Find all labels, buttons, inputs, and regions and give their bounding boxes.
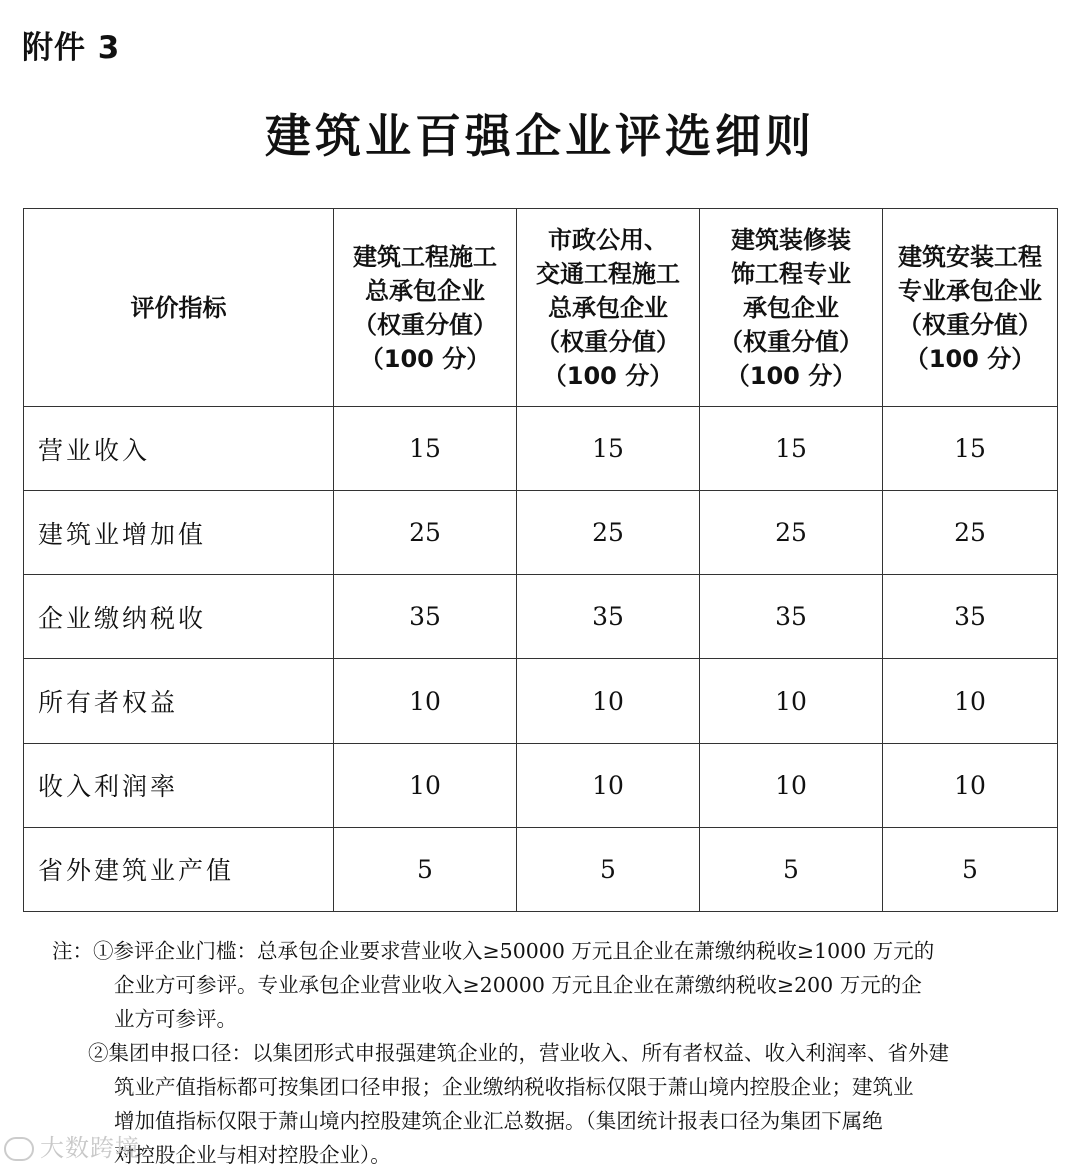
cell-value: 15 bbox=[334, 407, 517, 491]
header-line: 专业承包企业 bbox=[898, 276, 1042, 305]
cell-value: 25 bbox=[517, 491, 700, 575]
cell-value: 10 bbox=[883, 743, 1058, 827]
note-line: 对控股企业与相对控股企业）。 bbox=[114, 1143, 391, 1167]
table-header-row bbox=[24, 209, 1058, 407]
header-col2 bbox=[517, 209, 700, 407]
note-line: 业方可参评。 bbox=[114, 1007, 237, 1031]
header-line: 建筑工程施工 bbox=[353, 242, 497, 271]
header-line: （100 分） bbox=[542, 361, 674, 390]
cell-value: 10 bbox=[517, 659, 700, 743]
cell-value: 10 bbox=[334, 659, 517, 743]
header-line: 交通工程施工 bbox=[536, 259, 680, 288]
watermark-text: 大数跨境 bbox=[40, 1134, 140, 1162]
cell-value: 25 bbox=[883, 491, 1058, 575]
cell-value: 10 bbox=[334, 743, 517, 827]
table-row bbox=[24, 491, 1058, 575]
logo-icon bbox=[4, 1137, 34, 1161]
table-row bbox=[24, 575, 1058, 659]
notes-section bbox=[52, 934, 1062, 1172]
note-line: 增加值指标仅限于萧山境内控股建筑企业汇总数据。（集团统计报表口径为集团下属绝 bbox=[114, 1109, 883, 1133]
header-col4 bbox=[883, 209, 1058, 407]
header-line: （100 分） bbox=[725, 361, 857, 390]
row-label: 收入利润率 bbox=[24, 743, 334, 827]
cell-value: 10 bbox=[700, 743, 883, 827]
note-line: 筑业产值指标都可按集团口径申报；企业缴纳税收指标仅限于萧山境内控股企业；建筑业 bbox=[114, 1075, 914, 1099]
cell-value: 15 bbox=[517, 407, 700, 491]
header-line: （100 分） bbox=[359, 344, 491, 373]
row-label: 企业缴纳税收 bbox=[24, 575, 334, 659]
note-line: ②集团申报口径：以集团形式申报强建筑企业的，营业收入、所有者权益、收入利润率、省外建 bbox=[88, 1041, 949, 1065]
cell-value: 10 bbox=[517, 743, 700, 827]
watermark bbox=[4, 1128, 140, 1163]
table-row bbox=[24, 743, 1058, 827]
row-label: 省外建筑业产值 bbox=[24, 827, 334, 911]
cell-value: 15 bbox=[700, 407, 883, 491]
row-label: 营业收入 bbox=[24, 407, 334, 491]
cell-value: 10 bbox=[700, 659, 883, 743]
cell-value: 5 bbox=[700, 827, 883, 911]
cell-value: 25 bbox=[334, 491, 517, 575]
header-line: 建筑安装工程 bbox=[898, 242, 1042, 271]
header-line: 饰工程专业 bbox=[731, 259, 851, 288]
table-row bbox=[24, 659, 1058, 743]
note-line: 注：①参评企业门槛：总承包企业要求营业收入≥50000 万元且企业在萧缴纳税收≥1000 万元的 bbox=[52, 939, 935, 963]
header-line: 总承包企业 bbox=[548, 293, 668, 322]
header-col3 bbox=[700, 209, 883, 407]
cell-value: 35 bbox=[700, 575, 883, 659]
cell-value: 10 bbox=[883, 659, 1058, 743]
header-line: 承包企业 bbox=[743, 293, 839, 322]
cell-value: 35 bbox=[517, 575, 700, 659]
table-row bbox=[24, 827, 1058, 911]
cell-value: 5 bbox=[883, 827, 1058, 911]
attachment-label: 附件 3 bbox=[22, 30, 121, 66]
header-line: 建筑装修装 bbox=[731, 225, 851, 254]
cell-value: 35 bbox=[334, 575, 517, 659]
table-row bbox=[24, 407, 1058, 491]
note-line: 企业方可参评。专业承包企业营业收入≥20000 万元且企业在萧缴纳税收≥200 万元的企 bbox=[114, 973, 922, 997]
header-line: 市政公用、 bbox=[548, 225, 668, 254]
header-col1 bbox=[334, 209, 517, 407]
row-label: 所有者权益 bbox=[24, 659, 334, 743]
header-line: 总承包企业 bbox=[365, 276, 485, 305]
header-indicator: 评价指标 bbox=[24, 209, 334, 407]
header-line: （权重分值） bbox=[353, 310, 497, 339]
cell-value: 5 bbox=[517, 827, 700, 911]
cell-value: 35 bbox=[883, 575, 1058, 659]
cell-value: 15 bbox=[883, 407, 1058, 491]
cell-value: 5 bbox=[334, 827, 517, 911]
header-line: （100 分） bbox=[904, 344, 1036, 373]
header-line: （权重分值） bbox=[898, 310, 1042, 339]
header-line: （权重分值） bbox=[719, 327, 863, 356]
page-title: 建筑业百强企业评选细则 bbox=[265, 109, 815, 163]
row-label: 建筑业增加值 bbox=[24, 491, 334, 575]
header-line: （权重分值） bbox=[536, 327, 680, 356]
cell-value: 25 bbox=[700, 491, 883, 575]
criteria-table bbox=[23, 208, 1058, 912]
